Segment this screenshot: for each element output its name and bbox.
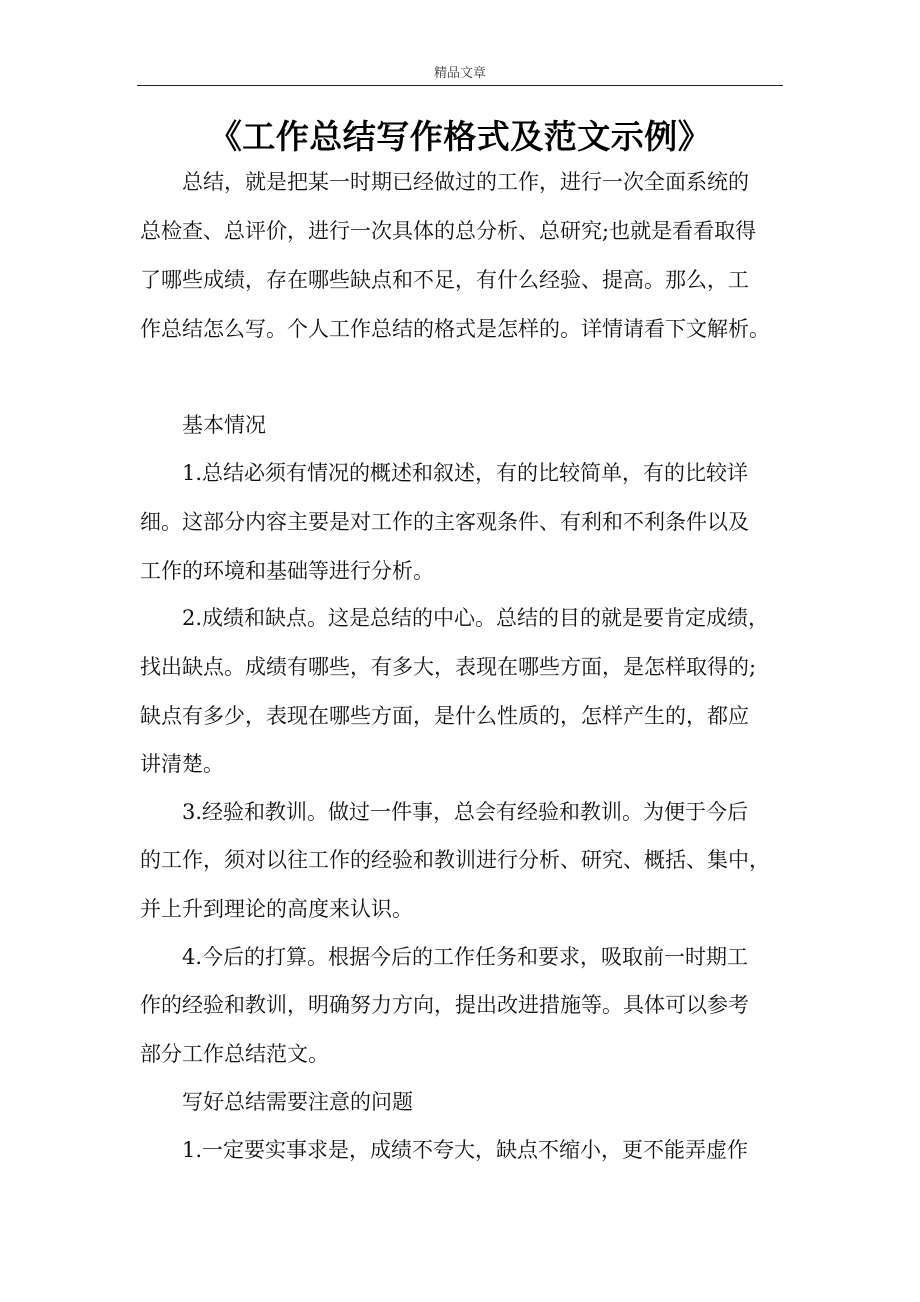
header-divider <box>137 85 783 86</box>
body-line: 总检查、总评价，进行一次具体的总分析、总研究;也就是看看取得 <box>140 219 757 243</box>
page-header: 精品文章 <box>433 66 486 81</box>
body-line: 1.总结必须有情况的概述和叙述，有的比较简单，有的比较详 <box>182 461 749 485</box>
section-heading: 写好总结需要注意的问题 <box>182 1090 413 1114</box>
body-line: 1.一定要实事求是，成绩不夸大，缺点不缩小，更不能弄虚作 <box>182 1138 749 1162</box>
body-line: 工作的环境和基础等进行分析。 <box>140 559 434 583</box>
body-line: 作的经验和教训，明确努力方向，提出改进措施等。具体可以参考 <box>140 993 749 1017</box>
body-line: 部分工作总结范文。 <box>140 1042 329 1066</box>
body-line: 并上升到理论的高度来认识。 <box>140 897 413 921</box>
body-line: 4.今后的打算。根据今后的工作任务和要求，吸取前一时期工 <box>182 945 749 969</box>
document-title: 《工作总结写作格式及范文示例》 <box>208 117 712 156</box>
body-line: 缺点有多少，表现在哪些方面，是什么性质的，怎样产生的，都应 <box>140 704 749 728</box>
body-line: 的工作，须对以往工作的经验和教训进行分析、研究、概括、集中， <box>140 848 770 872</box>
body-line: 讲清楚。 <box>140 752 224 776</box>
body-line: 2.成绩和缺点。这是总结的中心。总结的目的就是要肯定成绩， <box>182 606 770 630</box>
body-line: 细。这部分内容主要是对工作的主客观条件、有利和不利条件以及 <box>140 510 749 534</box>
body-line: 3.经验和教训。做过一件事，总会有经验和教训。为便于今后 <box>182 800 749 824</box>
section-heading: 基本情况 <box>182 413 266 437</box>
body-line: 找出缺点。成绩有哪些，有多大，表现在哪些方面，是怎样取得的; <box>140 655 757 679</box>
body-line: 作总结怎么写。个人工作总结的格式是怎样的。详情请看下文解析。 <box>140 317 770 341</box>
body-line: 总结，就是把某一时期已经做过的工作，进行一次全面系统的 <box>182 170 749 194</box>
body-line: 了哪些成绩，存在哪些缺点和不足，有什么经验、提高。那么，工 <box>140 268 749 292</box>
